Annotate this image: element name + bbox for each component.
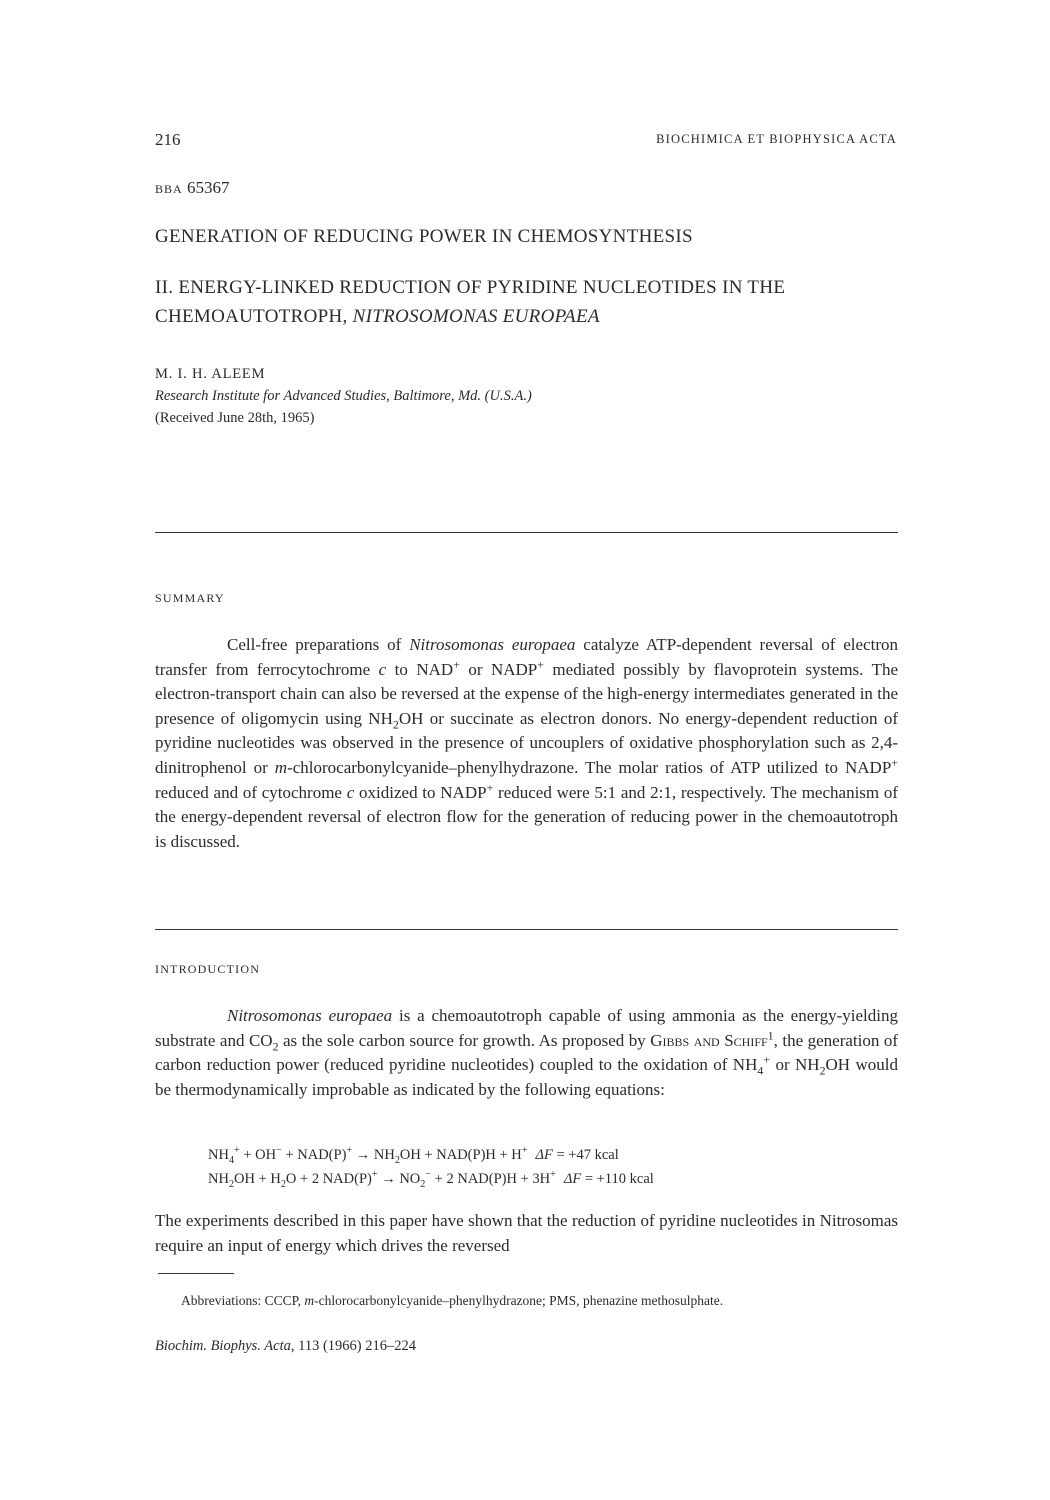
introduction-heading: INTRODUCTION: [155, 962, 261, 976]
divider-summary: [155, 929, 898, 930]
divider-top: [155, 532, 898, 533]
summary-heading: SUMMARY: [155, 591, 225, 605]
author-name: M. I. H. ALEEM: [155, 366, 266, 382]
equation-2: $NH_2OH + H_2O + 2$ $NAD(P)^+ \to NO_2^- + 2$ NAD(P)H + 3H+ ΔF = +110 kcal: [208, 1169, 654, 1190]
page-number: 216: [155, 130, 181, 149]
summary-paragraph: Cell-free preparations of Nitrosomonas europaea catalyze ATP-dependent reversal of electron transfer from ferrocytochrome c to NAD+ or NADP+ mediated possibly by flavoprotein systems. The electron-transport chain can also be reversed at the expense of the high-energy intermediates generated in the presence of oligomycin using $NH_2OH$ or succinate as electron donors. No energy-dependent reduction of pyridine nucleotides was observed in the presence of uncouplers of oxidative phosphorylation such as 2,4-dinitrophenol or m-chlorocarbonylcyanide–phenylhydrazone. The molar ratios of ATP utilized to NADP+ reduced and of cytochrome c oxidized to NADP+ reduced were 5:1 and 2:1, respectively. The mechanism of the energy-dependent reversal of electron flow for the generation of reducing power in the chemoautotroph is discussed.: [155, 635, 899, 851]
paper-title: [155, 273, 900, 331]
introduction-paragraph: Nitrosomonas europaea is a chemoautotroph capable of using ammonia as the energy-yielding substrate and $CO_2$ as the sole carbon source for growth. As proposed by Gibbs and Schiff$^1$, the generation of carbon reduction power (reduced pyridine nucleotides) coupled to the oxidation of $NH_4^+$ or $NH_2OH$ would be thermodynamically improbable as indicated by the following equations:: [155, 1006, 898, 1099]
bba-code: 65367: [186, 178, 230, 197]
author-affiliation: Research Institute for Advanced Studies, Baltimore, Md. (U.S.A.): [155, 388, 532, 404]
paper-title-text: II. ENERGY-LINKED REDUCTION OF PYRIDINE NUCLEOTIDES IN THE CHEMOAUTOTROPH,: [155, 277, 786, 327]
bba-number: [155, 178, 229, 198]
received-date: (Received June 28th, 1965): [155, 410, 315, 426]
running-head-journal: BIOCHIMICA ET BIOPHYSICA ACTA: [656, 132, 897, 146]
footnote-rule: [158, 1273, 234, 1274]
introduction-continuation: The experiments described in this paper have shown that the reduction of pyridine nucleotides in Nitrosomas require an input of energy which drives the reversed: [155, 1211, 898, 1255]
bba-prefix: BBA: [155, 182, 183, 196]
journal-citation: Biochim. Biophys. Acta, 113 (1966) 216–224: [155, 1338, 416, 1354]
equations-block: [208, 1143, 858, 1191]
footnote-abbreviations: Abbreviations: CCCP, m-chlorocarbonylcyanide–phenylhydrazone; PMS, phenazine methosulphate.: [181, 1293, 724, 1308]
paper-title-organism: NITROSOMONAS EUROPAEA: [352, 306, 600, 327]
equation-1: $NH_4^+ + OH^- + NAD(P)^+ \to NH_2OH + NAD(P)H + H^+$ ΔF = +47 kcal: [208, 1145, 619, 1166]
paper-series-title: GENERATION OF REDUCING POWER IN CHEMOSYNTHESIS: [155, 226, 693, 247]
